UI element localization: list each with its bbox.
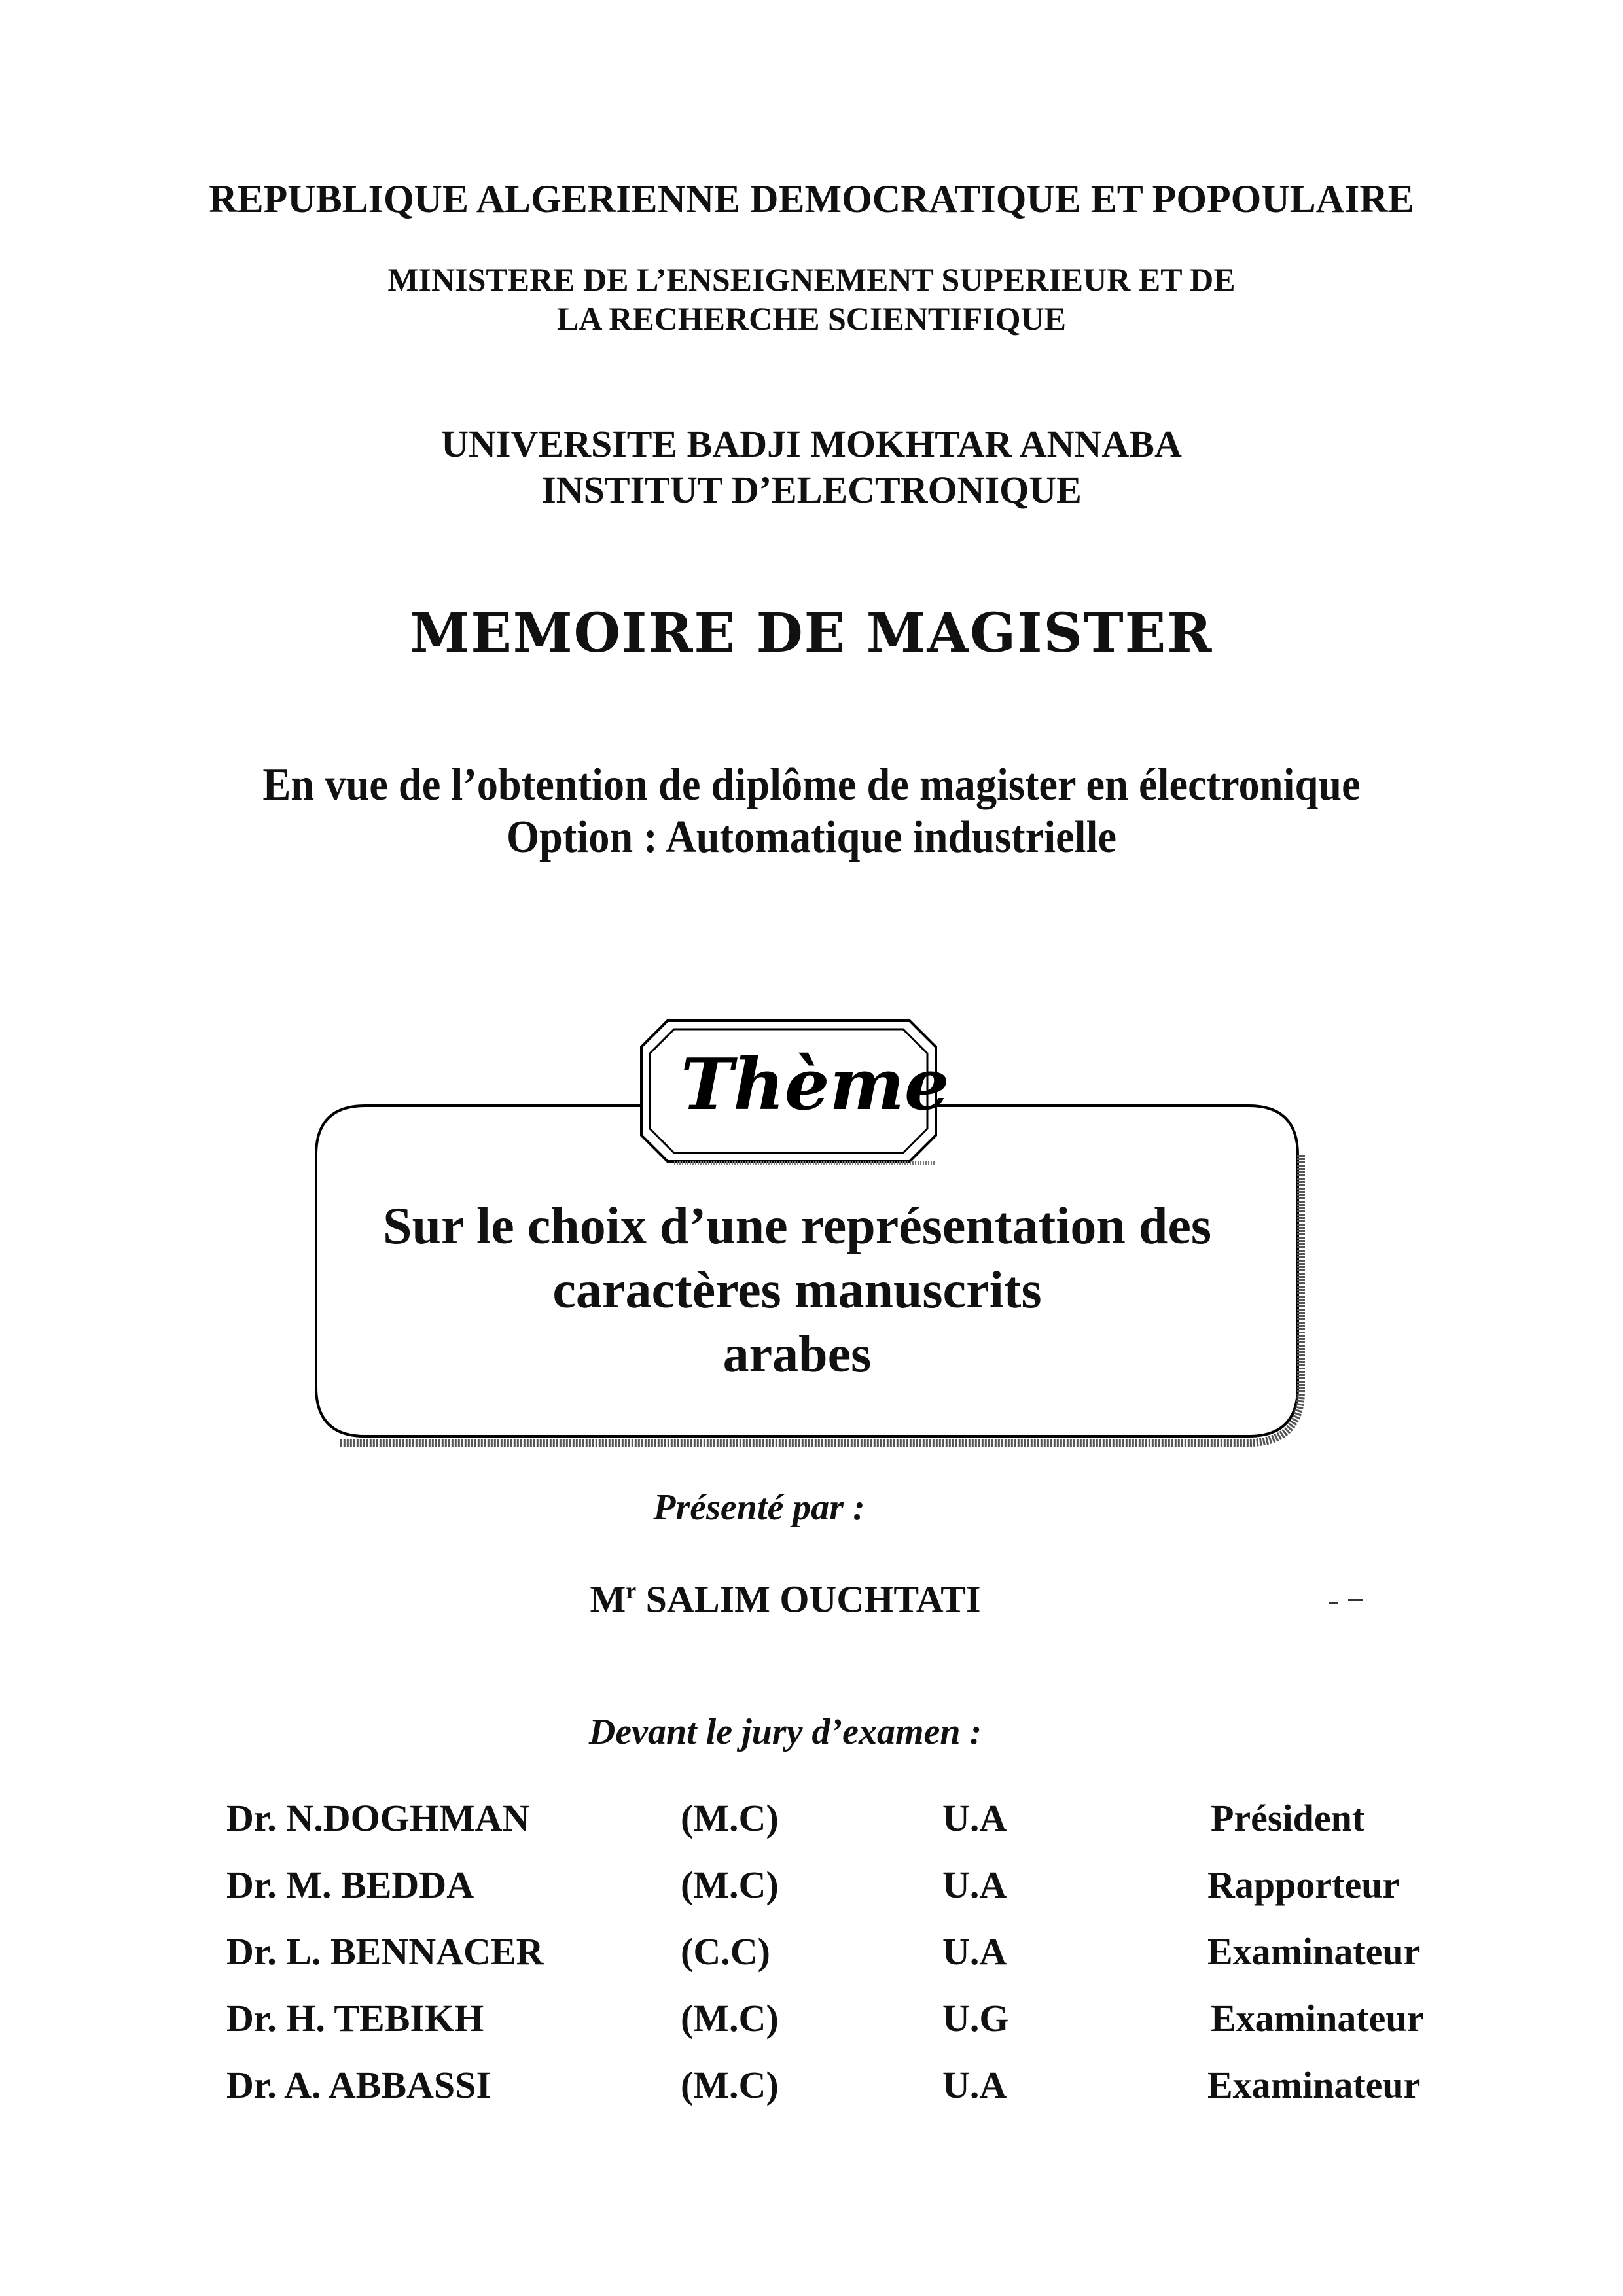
- jury-row: [0, 1796, 1623, 1848]
- jury-member-name: Dr. H. TEBIKH: [226, 1997, 484, 2040]
- author-prefix: M: [590, 1578, 626, 1621]
- jury-member-role: Examinateur: [1207, 2064, 1421, 2106]
- university-name: UNIVERSITE BADJI MOKHTAR ANNABA: [441, 423, 1182, 465]
- jury-member-university: U.A: [942, 1863, 1007, 1906]
- ministry-line-2: LA RECHERCHE SCIENTIFIQUE: [557, 300, 1066, 337]
- author-prefix-sup: r: [626, 1578, 637, 1604]
- jury-member-role: Examinateur: [1211, 1997, 1424, 2040]
- jury-row: [0, 1863, 1623, 1915]
- jury-row: [0, 2063, 1623, 2115]
- jury-member-grade: (M.C): [681, 1863, 779, 1906]
- jury-member-grade: (M.C): [681, 1997, 779, 2040]
- jury-member-name: Dr. M. BEDDA: [226, 1863, 474, 1906]
- scan-mark: [1329, 1602, 1338, 1604]
- jury-member-name: Dr. L. BENNACER: [226, 1930, 544, 1973]
- jury-member-university: U.A: [942, 1797, 1007, 1839]
- republic-heading: REPUBLIQUE ALGERIENNE DEMOCRATIQUE ET POPOULAIRE: [209, 177, 1414, 221]
- thesis-title-line-3: arabes: [722, 1326, 872, 1383]
- institute-name: INSTITUT D’ELECTRONIQUE: [541, 468, 1082, 511]
- jury-row: [0, 1930, 1623, 1982]
- jury-member-name: Dr. N.DOGHMAN: [226, 1797, 530, 1839]
- jury-member-grade: (C.C): [681, 1930, 770, 1973]
- jury-member-role: Examinateur: [1207, 1930, 1421, 1973]
- jury-member-role: Président: [1211, 1797, 1365, 1839]
- jury-member-role: Rapporteur: [1207, 1863, 1400, 1906]
- scan-mark: [1348, 1599, 1363, 1601]
- purpose-line-1: En vue de l’obtention de diplôme de magister en électronique: [262, 760, 1361, 810]
- author-name-text: SALIM OUCHTATI: [636, 1578, 981, 1621]
- presented-by-label: Présenté par :: [653, 1487, 865, 1528]
- jury-member-grade: (M.C): [681, 2064, 779, 2106]
- thesis-title-line-1: Sur le choix d’une représentation des: [383, 1197, 1211, 1255]
- thesis-title-line-2: caractères manuscrits: [552, 1262, 1042, 1319]
- jury-member-grade: (M.C): [681, 1797, 779, 1839]
- jury-label: Devant le jury d’examen :: [588, 1712, 982, 1752]
- purpose-line-2: Option : Automatique industrielle: [506, 812, 1117, 862]
- jury-row: [0, 1996, 1623, 2049]
- ministry-line-1: MINISTERE DE L’ENSEIGNEMENT SUPERIEUR ET DE: [387, 261, 1236, 298]
- jury-member-university: U.A: [942, 1930, 1007, 1973]
- jury-member-name: Dr. A. ABBASSI: [226, 2064, 491, 2106]
- jury-member-university: U.G: [942, 1997, 1009, 2040]
- document-type-title: MEMOIRE DE MAGISTER: [410, 602, 1213, 665]
- theme-label: Thème: [681, 1044, 950, 1126]
- jury-member-university: U.A: [942, 2064, 1007, 2106]
